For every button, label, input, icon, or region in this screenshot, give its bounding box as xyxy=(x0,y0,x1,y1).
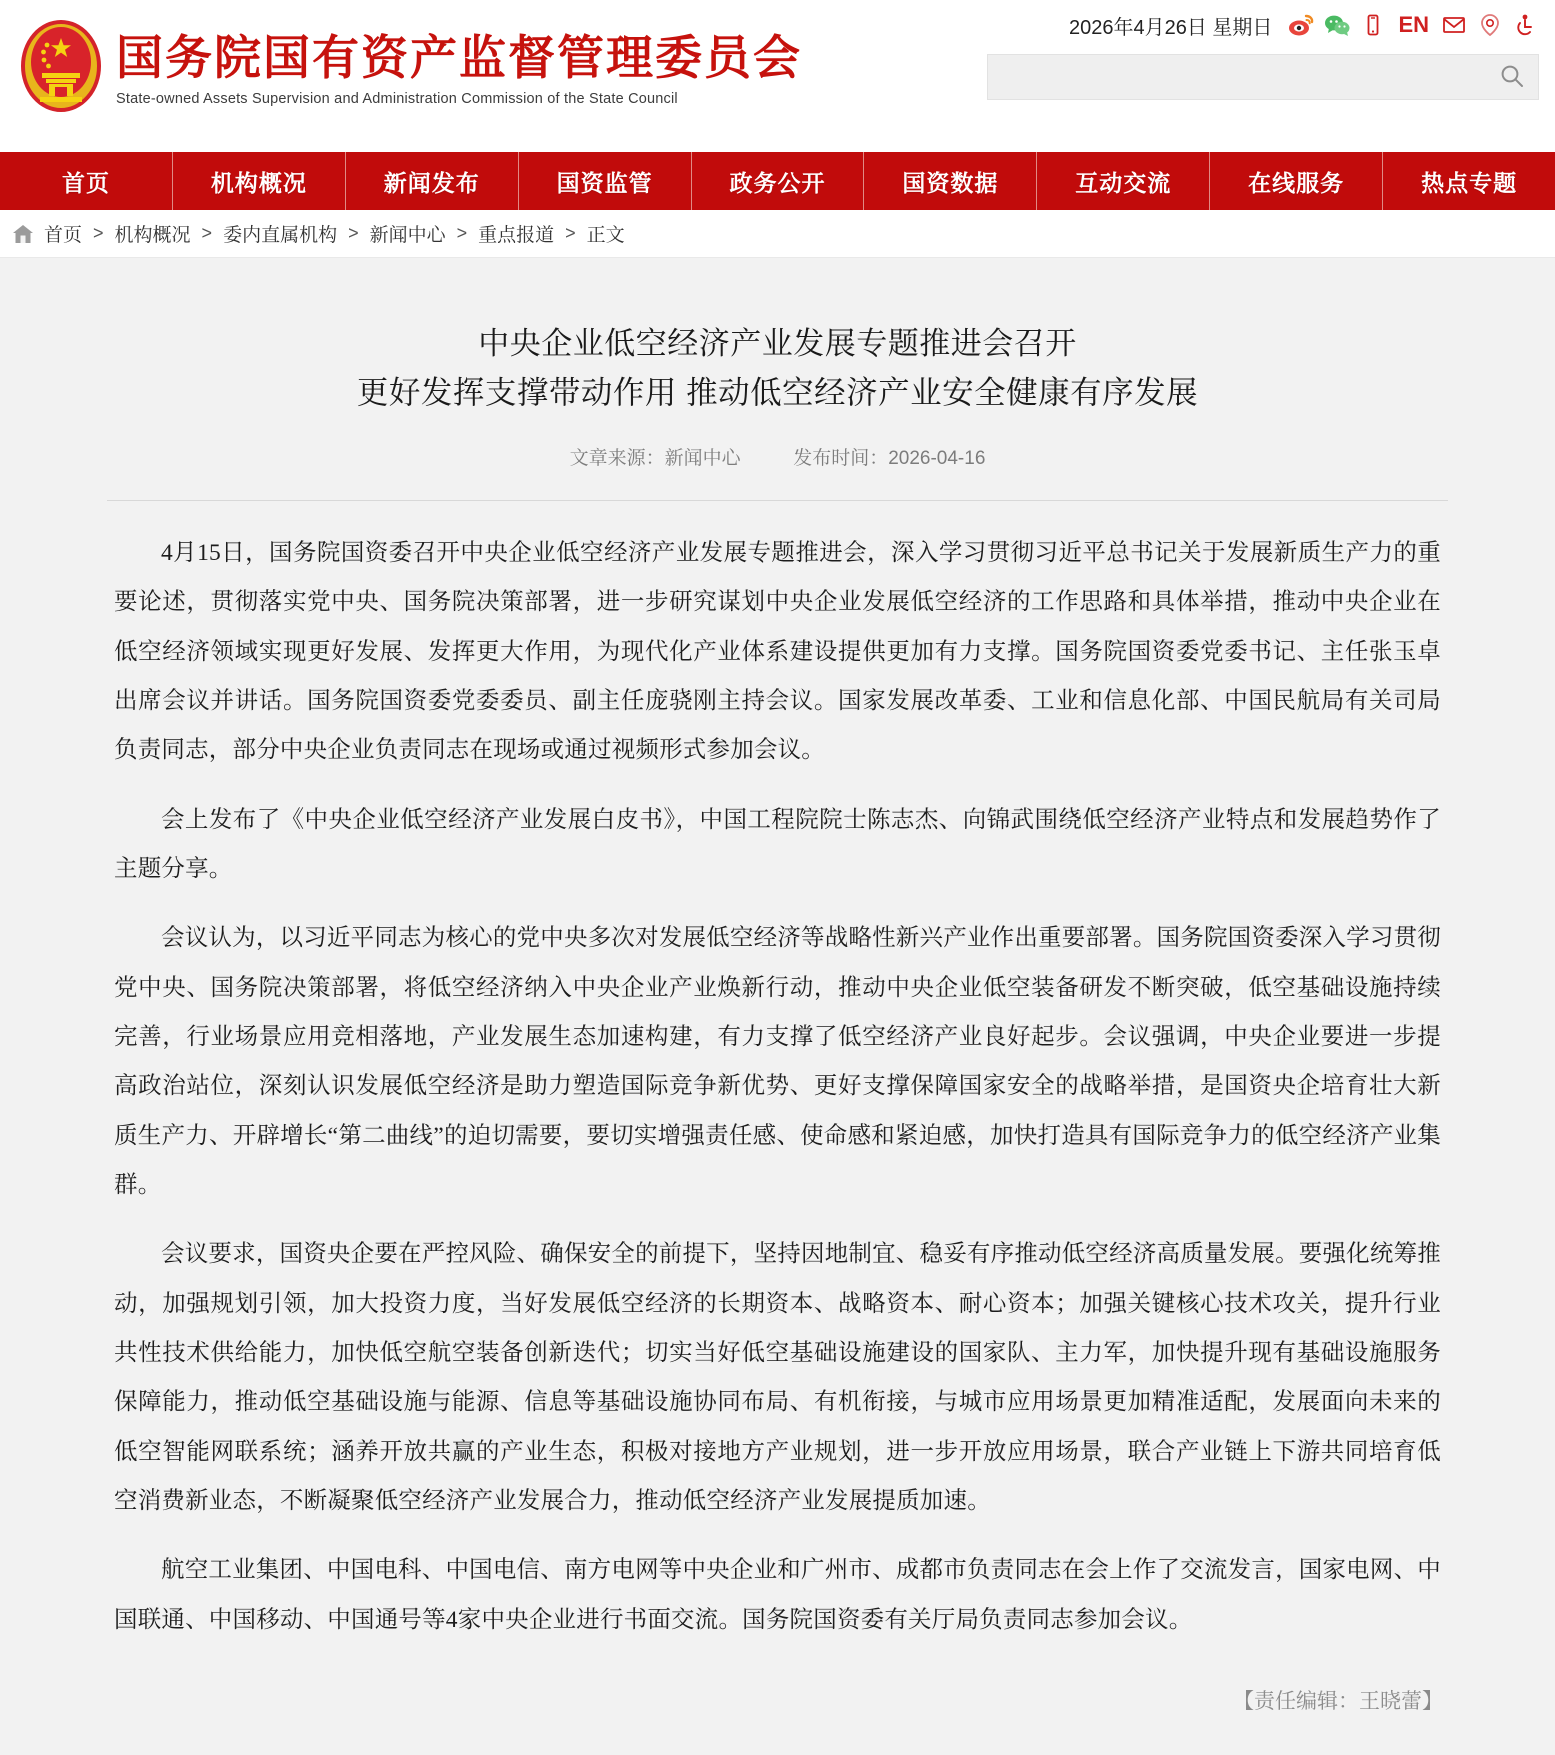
breadcrumb-item-4[interactable]: 重点报道 xyxy=(478,225,555,246)
site-title-block xyxy=(116,25,802,107)
breadcrumb-separator: > xyxy=(93,223,104,243)
home-icon[interactable] xyxy=(10,221,36,247)
article-time-label: 发布时间： xyxy=(793,447,889,469)
article-paragraph: 4月15日，国务院国资委召开中央企业低空经济产业发展专题推进会，深入学习贯彻习近平总书记关于发展新质生产力的重要论述，贯彻落实党中央、国务院决策部署，进一步研究谋划中央企业发展低空经济的工作思路和具体举措，推动中央企业在低空经济领域实现更好发展、发挥更大作用，为现代化产业体系建设提供更加有力支撑。国务院国资委党委书记、主任张玉卓出席会议并讲话。国务院国资委党委委员、副主任庞骁刚主持会议。国家发展改革委、工业和信息化部、中国民航局有关司局负责同志，部分中央企业负责同志在现场或通过视频形式参加会议。 xyxy=(114,539,1441,764)
national-emblem-icon xyxy=(18,18,104,114)
current-date: 2026年4月26日 星期日 xyxy=(1069,16,1273,39)
article-title-line2: 更好发挥支撑带动作用 推动低空经济产业安全健康有序发展 xyxy=(356,374,1199,411)
search-icon xyxy=(1499,63,1525,92)
main-navigation xyxy=(0,150,1555,210)
mail-icon[interactable] xyxy=(1441,12,1467,38)
breadcrumb-item-0[interactable]: 首页 xyxy=(44,225,83,246)
article-source-label: 文章来源： xyxy=(569,447,665,469)
breadcrumb-separator: > xyxy=(456,223,468,243)
breadcrumb-item-5: 正文 xyxy=(586,225,625,246)
mobile-icon[interactable] xyxy=(1360,12,1386,38)
utility-row xyxy=(879,6,1539,44)
article-publish-time: 2026-04-16 xyxy=(888,447,986,469)
nav-item-government-affairs[interactable]: 政务公开 xyxy=(692,152,865,210)
accessibility-icon[interactable] xyxy=(1513,12,1539,38)
nav-item-news[interactable]: 新闻发布 xyxy=(346,152,519,210)
article-body xyxy=(52,501,1503,1645)
nav-item-organization[interactable]: 机构概况 xyxy=(173,152,346,210)
article-container xyxy=(0,258,1555,1755)
article-meta xyxy=(52,443,1503,470)
breadcrumb-separator: > xyxy=(201,223,213,243)
article-paragraph: 会议认为，以习近平同志为核心的党中央多次对发展低空经济等战略性新兴产业作出重要部署。国务院国资委深入学习贯彻党中央、国务院决策部署，将低空经济纳入中央企业产业焕新行动，推动中央企业低空装备研发不断突破，低空基础设施持续完善，行业场景应用竞相落地，产业发展生态加速构建，有力支撑了低空经济产业良好起步。会议强调，中央企业要进一步提高政治站位，深刻认识发展低空经济是助力塑造国际竞争新优势、更好支撑保障国家安全的战略举措，是国资央企培育壮大新质生产力、开辟增长“第二曲线”的迫切需要，要切实增强责任感、使命感和紧迫感，加快打造具有国际竞争力的低空经济产业集群。 xyxy=(114,925,1441,1198)
search-button[interactable] xyxy=(1486,55,1538,99)
nav-item-online-service[interactable]: 在线服务 xyxy=(1210,152,1383,210)
article-inner xyxy=(50,258,1505,1715)
article-paragraph: 会上发布了《中央企业低空经济产业发展白皮书》，中国工程院院士陈志杰、向锦武围绕低空经济产业特点和发展趋势作了主题分享。 xyxy=(114,806,1441,882)
wechat-icon[interactable] xyxy=(1324,12,1350,38)
breadcrumb-item-1[interactable]: 机构概况 xyxy=(114,225,191,246)
nav-item-home[interactable]: 首页 xyxy=(0,152,173,210)
article-paragraph: 会议要求，国资央企要在严控风险、确保安全的前提下，坚持因地制宜、稳妥有序推动低空经济高质量发展。要强化统筹推动，加强规划引领，加大投资力度，当好发展低空经济的长期资本、战略资本、耐心资本；加强关键核心技术攻关，提升行业共性技术供给能力，加快低空航空装备创新迭代；切实当好低空基础设施建设的国家队、主力军，加快提升现有基础设施服务保障能力，推动低空基础设施与能源、信息等基础设施协同布局、有机衔接，与城市应用场景更加精准适配，发展面向未来的低空智能网联系统；涵养开放共赢的产业生态，积极对接地方产业规划，进一步开放应用场景，联合产业链上下游共同培育低空消费新业态，不断凝聚低空经济产业发展合力，推动低空经济产业发展提质加速。 xyxy=(114,1241,1441,1515)
site-title-cn: 国务院国有资产监督管理委员会 xyxy=(116,30,802,84)
header-utility-area xyxy=(879,6,1539,100)
location-icon[interactable] xyxy=(1477,12,1503,38)
article-title-line1: 中央企业低空经济产业发展专题推进会召开 xyxy=(478,326,1077,361)
breadcrumb-separator: > xyxy=(348,223,359,243)
nav-item-supervision[interactable]: 国资监管 xyxy=(519,152,692,210)
breadcrumb-item-3[interactable]: 新闻中心 xyxy=(369,225,446,246)
search-input[interactable] xyxy=(988,55,1486,99)
article-title-block xyxy=(52,258,1503,417)
article-source-value: 新闻中心 xyxy=(664,447,741,469)
site-header xyxy=(0,0,1555,150)
search-bar[interactable] xyxy=(987,54,1539,100)
weibo-icon[interactable] xyxy=(1288,12,1314,38)
nav-item-data[interactable]: 国资数据 xyxy=(864,152,1037,210)
nav-item-topics[interactable]: 热点专题 xyxy=(1421,169,1518,196)
article-paragraph: 航空工业集团、中国电科、中国电信、南方电网等中央企业和广州市、成都市负责同志在会上作了交流发言，国家电网、中国联通、中国移动、中国通号等4家中央企业进行书面交流。国务院国资委有关厅局负责同志参加会议。 xyxy=(114,1557,1441,1633)
site-title-en: State-owned Assets Supervision and Administration Commission of the State Council xyxy=(116,91,678,108)
language-switch-en[interactable]: EN xyxy=(1398,12,1429,37)
site-brand[interactable] xyxy=(0,0,802,114)
breadcrumb xyxy=(0,210,1555,258)
breadcrumb-separator: > xyxy=(565,223,576,243)
article-editor: 【责任编辑：王晓蕾】 xyxy=(1233,1690,1443,1714)
nav-item-interaction[interactable]: 互动交流 xyxy=(1037,152,1210,210)
breadcrumb-item-2[interactable]: 委内直属机构 xyxy=(223,225,338,246)
